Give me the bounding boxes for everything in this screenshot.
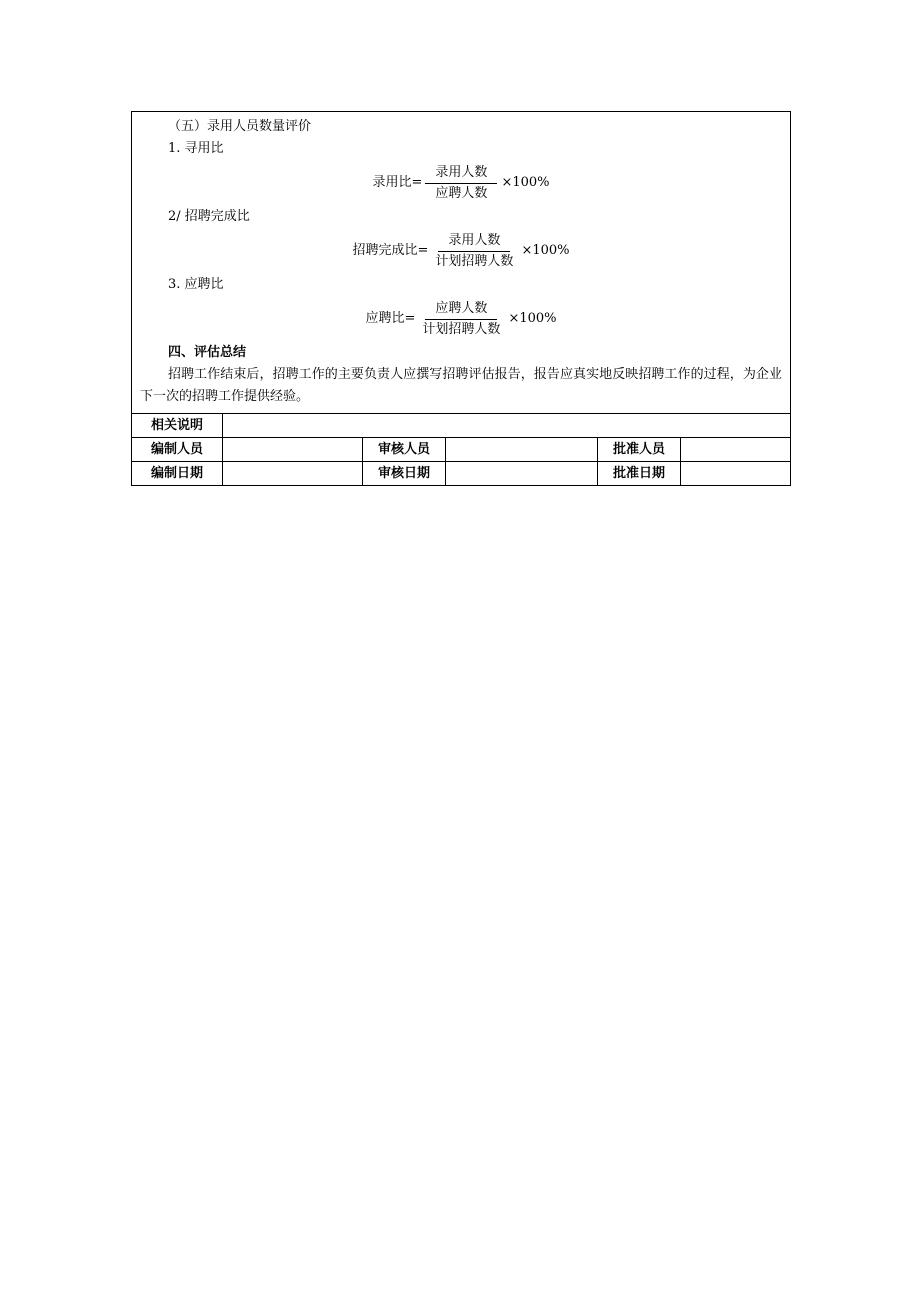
reviewer-value[interactable] (446, 438, 598, 462)
formula-completion-ratio (140, 228, 782, 274)
formula-applicant-ratio (140, 296, 782, 342)
compile-date-label: 编制日期 (132, 462, 223, 486)
fraction-denominator: 计划招聘人数 (435, 253, 514, 269)
item1-heading: 1. 寻用比 (168, 141, 224, 156)
approve-date-value[interactable] (681, 462, 791, 486)
notes-label: 相关说明 (132, 414, 223, 438)
section4-title: 四、评估总结 (168, 345, 247, 360)
approve-date-label: 批准日期 (598, 462, 681, 486)
review-date-value[interactable] (446, 462, 598, 486)
formula-lhs: 录用比= (372, 175, 423, 190)
fraction (431, 231, 517, 272)
formula-lhs: 应聘比= (365, 311, 416, 326)
formula-lhs: 招聘完成比= (352, 243, 429, 258)
reviewer-label: 审核人员 (363, 438, 446, 462)
fraction-denominator: 计划招聘人数 (422, 321, 501, 337)
compiler-label: 编制人员 (132, 438, 223, 462)
formula-suffix: ×100% (501, 175, 550, 190)
compiler-value[interactable] (223, 438, 363, 462)
fraction-numerator: 应聘人数 (425, 299, 497, 320)
fraction-denominator: 应聘人数 (435, 185, 488, 201)
item2-heading: 2/ 招聘完成比 (168, 209, 250, 224)
fraction-numerator: 录用人数 (438, 231, 510, 252)
formula-suffix: ×100% (521, 243, 570, 258)
formula-suffix: ×100% (508, 311, 557, 326)
formula-hire-ratio (140, 160, 782, 206)
approver-value[interactable] (681, 438, 791, 462)
review-date-label: 审核日期 (363, 462, 446, 486)
fraction-numerator: 录用人数 (425, 163, 497, 184)
fraction (425, 163, 497, 204)
item3-heading: 3. 应聘比 (168, 277, 224, 292)
section5-title: （五）录用人员数量评价 (168, 119, 312, 134)
approver-label: 批准人员 (598, 438, 681, 462)
fraction (418, 299, 504, 340)
evaluation-table (131, 111, 791, 486)
compile-date-value[interactable] (223, 462, 363, 486)
section4-body: 招聘工作结束后，招聘工作的主要负责人应撰写招聘评估报告，报告应真实地反映招聘工作的过程，为企业下一次的招聘工作提供经验。 (140, 367, 783, 404)
notes-value[interactable] (223, 414, 791, 438)
content-cell (132, 112, 791, 414)
